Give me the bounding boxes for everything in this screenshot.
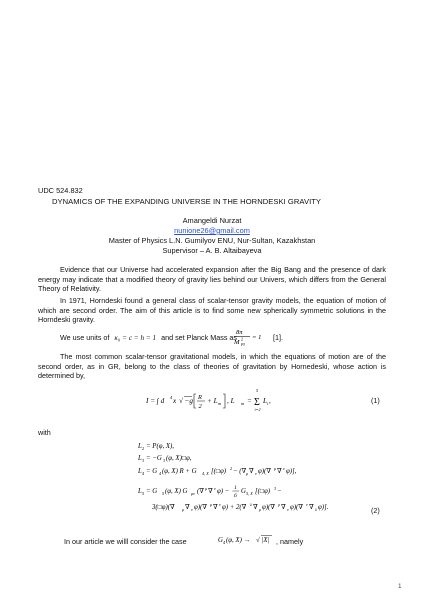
- svg-text:∇: ∇: [249, 468, 254, 475]
- svg-text:− (∇: − (∇: [233, 468, 247, 475]
- units-mid: and set Planck Mass as: [161, 333, 237, 342]
- svg-text:2: 2: [241, 336, 244, 342]
- page-number: 1: [398, 583, 402, 590]
- svg-text:μ: μ: [205, 486, 208, 491]
- svg-text:φ) + 2(∇: φ) + 2(∇: [222, 504, 247, 511]
- svg-text:6: 6: [234, 493, 237, 499]
- svg-text:[(□φ): [(□φ): [255, 488, 271, 495]
- svg-text:5: 5: [162, 491, 165, 496]
- svg-text:= −G: = −G: [146, 455, 162, 462]
- svg-text:λ: λ: [315, 507, 317, 512]
- svg-text:3: 3: [274, 486, 277, 491]
- svg-text:∇: ∇: [253, 504, 258, 511]
- equation-action: [146, 386, 316, 416]
- case-prefix: In our article we willl consider the case: [64, 537, 187, 546]
- svg-text:∇: ∇: [277, 468, 282, 475]
- svg-text:G: G: [241, 488, 246, 495]
- svg-text:4: 4: [170, 395, 173, 400]
- svg-text:L: L: [263, 397, 267, 405]
- svg-text:L: L: [138, 443, 142, 450]
- svg-text:4: 4: [142, 471, 145, 476]
- svg-text:ν: ν: [214, 486, 216, 491]
- svg-text:m: m: [241, 401, 245, 406]
- svg-text:λ: λ: [250, 502, 252, 507]
- case-suffix: , namely: [276, 537, 304, 546]
- svg-text:φ)],: φ)],: [286, 468, 297, 475]
- svg-text:i=2: i=2: [254, 407, 261, 412]
- svg-text:i: i: [267, 401, 269, 406]
- svg-text:ρ: ρ: [259, 507, 262, 512]
- author-name: Amangeldi Nurzat: [182, 216, 242, 225]
- svg-text:2: 2: [198, 403, 202, 410]
- svg-text:M: M: [234, 339, 240, 346]
- svg-text:8π: 8π: [236, 329, 243, 336]
- svg-text:√: √: [256, 537, 260, 544]
- equation-2-number: (2): [371, 506, 380, 515]
- svg-text:L: L: [138, 455, 142, 462]
- svg-text:= 1: = 1: [252, 334, 262, 341]
- svg-text:=: =: [247, 397, 252, 405]
- svg-text:Σ: Σ: [254, 397, 260, 408]
- svg-text:∇: ∇: [281, 504, 286, 511]
- svg-text:Pl: Pl: [241, 342, 245, 347]
- svg-text:ν: ν: [255, 471, 257, 476]
- with-word: with: [38, 428, 51, 437]
- svg-text:+ L: + L: [207, 397, 218, 405]
- svg-text:∇: ∇: [208, 488, 213, 495]
- svg-text:R: R: [198, 394, 202, 401]
- svg-text:(φ, X) →: (φ, X) →: [226, 537, 251, 544]
- svg-text:φ)].: φ)].: [318, 504, 329, 511]
- svg-text:= P(φ, X),: = P(φ, X),: [146, 443, 174, 450]
- svg-text:2: 2: [142, 446, 145, 451]
- svg-text:,: ,: [269, 397, 271, 405]
- svg-text:√: √: [179, 397, 183, 405]
- svg-text:1: 1: [234, 485, 237, 491]
- svg-text:∇: ∇: [185, 504, 190, 511]
- svg-text:∇: ∇: [213, 504, 218, 511]
- case-formula: [218, 532, 276, 546]
- paragraph-case: [64, 537, 187, 546]
- svg-text:φ) −: φ) −: [217, 488, 230, 495]
- svg-text:= G: = G: [146, 468, 158, 475]
- equation-1-number: (1): [371, 396, 380, 405]
- paragraph-horndeski-text: In 1971, Horndeski found a general class of scalar-tensor gravity models, the equation of motion of which are second order. The aim of this article is to find some new spherically symmetric solutions in the Horndeski gravity.: [38, 296, 386, 325]
- svg-text:μ: μ: [274, 466, 277, 471]
- svg-text:ν: ν: [287, 507, 289, 512]
- paper-title: DYNAMICS OF THE EXPANDING UNIVERSE IN THE HORNDESKI GRAVITY: [52, 197, 322, 206]
- paragraph-horndeski: [38, 296, 386, 325]
- paragraph-scalar-tensor-text: The most common scalar-tensor gravitational models, in which the equations of motion are of the second order, as in GR, belong to the class of theories of gravitation by Hornedeski, whose action is determined by,: [38, 352, 386, 381]
- svg-text:μ: μ: [246, 471, 249, 476]
- svg-text:−g: −g: [184, 397, 193, 405]
- svg-text:= G: = G: [146, 488, 158, 495]
- svg-text:[(□φ): [(□φ): [211, 468, 227, 475]
- svg-text:m: m: [218, 401, 222, 406]
- units-suffix: [1].: [273, 333, 283, 342]
- svg-text:ν: ν: [283, 466, 285, 471]
- supervisor: Supervisor – A. B. Altaibayeva: [162, 246, 262, 255]
- paragraph-intro: [38, 265, 386, 294]
- svg-text:φ)(∇: φ)(∇: [258, 468, 272, 475]
- svg-text:5, X: 5, X: [246, 491, 253, 496]
- svg-text:μ: μ: [210, 502, 213, 507]
- svg-text:ρ: ρ: [278, 502, 281, 507]
- svg-text:φ)(∇: φ)(∇: [262, 504, 276, 511]
- svg-text:4, X: 4, X: [202, 471, 209, 476]
- svg-text:4: 4: [223, 540, 226, 545]
- svg-text:3: 3: [142, 458, 145, 463]
- planck-mass-formula: [232, 326, 272, 348]
- paragraph-intro-text: Evidence that our Universe had accelerated expansion after the Big Bang and the presence of dark energy may indicate that a modified theory of gravity lies behind our Univers, which differs from the General Theory of Relativity.: [38, 265, 386, 294]
- svg-text:G: G: [218, 537, 223, 544]
- svg-text:5: 5: [256, 388, 259, 393]
- svg-text:4: 4: [159, 471, 162, 476]
- svg-text:φ)(∇: φ)(∇: [290, 504, 304, 511]
- udc-code: UDC 524.832: [38, 186, 83, 195]
- svg-text:ν: ν: [219, 502, 221, 507]
- units-line: [60, 333, 237, 342]
- svg-text:(φ, X)□φ,: (φ, X)□φ,: [166, 455, 192, 462]
- equation-lagrangians: [138, 438, 363, 530]
- svg-text:μ: μ: [182, 507, 185, 512]
- svg-text:ν: ν: [306, 502, 308, 507]
- author-affiliation: Master of Physics L.N. Gumilyov ENU, Nur-Sultan, Kazakhstan: [108, 236, 316, 245]
- svg-text:ν: ν: [191, 507, 193, 512]
- svg-text:μν: μν: [191, 491, 195, 496]
- svg-text:3(□φ)(∇: 3(□φ)(∇: [152, 504, 175, 511]
- svg-text:φ)(∇: φ)(∇: [194, 504, 208, 511]
- svg-text:L: L: [138, 488, 142, 495]
- svg-text:, L: , L: [227, 397, 235, 405]
- svg-text:|X|: |X|: [261, 537, 270, 544]
- svg-text:∇: ∇: [309, 504, 314, 511]
- svg-text:(∇: (∇: [197, 488, 205, 495]
- units-formula: κ₀ = c = h = 1: [114, 334, 157, 342]
- svg-text:3: 3: [163, 458, 166, 463]
- svg-text:I = ∫ d: I = ∫ d: [146, 397, 165, 405]
- svg-text:−: −: [277, 488, 282, 495]
- svg-text:5: 5: [142, 491, 145, 496]
- paragraph-scalar-tensor: [38, 352, 386, 381]
- svg-text:x: x: [173, 397, 177, 405]
- svg-text:L: L: [138, 468, 142, 475]
- units-prefix: We use units of: [60, 333, 110, 342]
- author-email-link[interactable]: nunione26@gmail.com: [174, 226, 250, 235]
- svg-text:(φ, X) G: (φ, X) G: [165, 488, 188, 495]
- svg-text:(φ, X) R + G: (φ, X) R + G: [162, 468, 197, 475]
- svg-text:2: 2: [230, 466, 233, 471]
